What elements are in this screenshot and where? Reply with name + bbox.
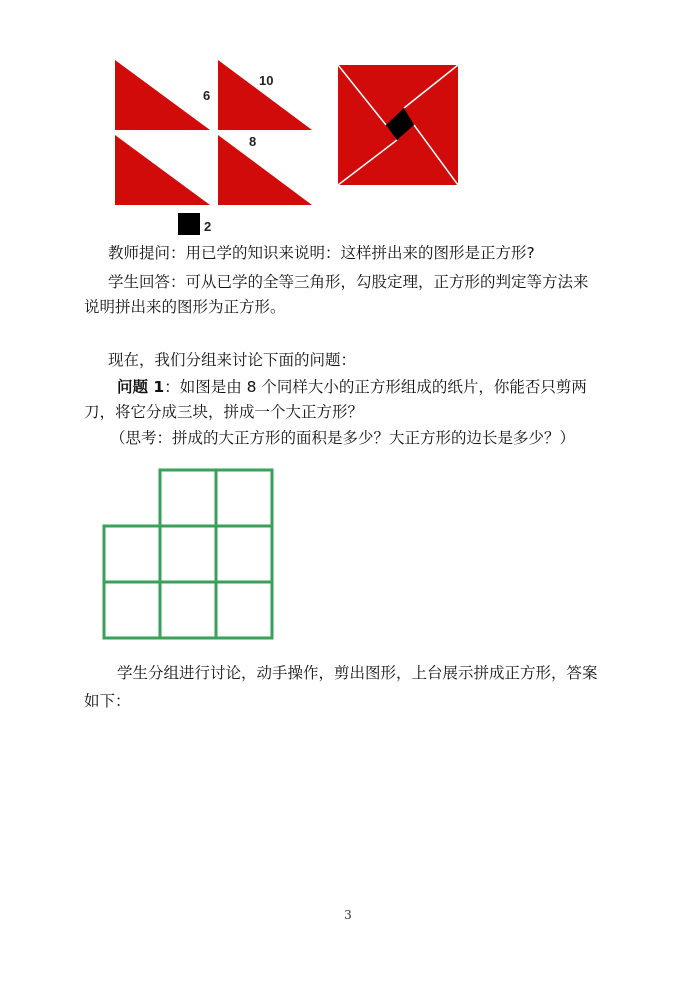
- triangle-bottom-right: [218, 135, 312, 205]
- label-2: 2: [204, 219, 212, 234]
- label-8: 8: [249, 134, 257, 149]
- think-note: （思考：拼成的大正方形的面积是多少？大正方形的边长是多少？）: [110, 429, 576, 447]
- problem-text-1: ：如图是由 8 个同样大小的正方形组成的纸片，你能否只剪两: [164, 378, 587, 396]
- triangle-bottom-left: [115, 135, 210, 205]
- triangle-top-right: [218, 60, 312, 130]
- label-6: 6: [203, 88, 211, 103]
- student-answer-line2: 说明拼出来的图形为正方形。: [84, 298, 286, 316]
- eight-square-grid: [104, 470, 272, 638]
- group-intro: 现在，我们分组来讨论下面的问题：: [108, 351, 357, 369]
- discussion-line2: 如下：: [84, 692, 131, 710]
- label-10: 10: [259, 73, 274, 88]
- student-answer-line1: 学生回答：可从已学的全等三角形，勾股定理，正方形的判定等方法来: [108, 273, 589, 291]
- page-number: 3: [344, 908, 352, 922]
- problem-line1: [117, 376, 587, 398]
- teacher-question: 教师提问：用已学的知识来说明：这样拼出来的图形是正方形?: [108, 244, 535, 262]
- problem-label: 问题 1: [117, 378, 165, 396]
- assembled-square: [338, 65, 458, 185]
- problem-line2: 刀，将它分成三块，拼成一个大正方形？: [84, 403, 364, 421]
- small-black-square: [178, 213, 200, 235]
- triangle-top-left: [115, 60, 210, 130]
- discussion-line1: 学生分组进行讨论，动手操作，剪出图形，上台展示拼成正方形，答案: [117, 664, 598, 682]
